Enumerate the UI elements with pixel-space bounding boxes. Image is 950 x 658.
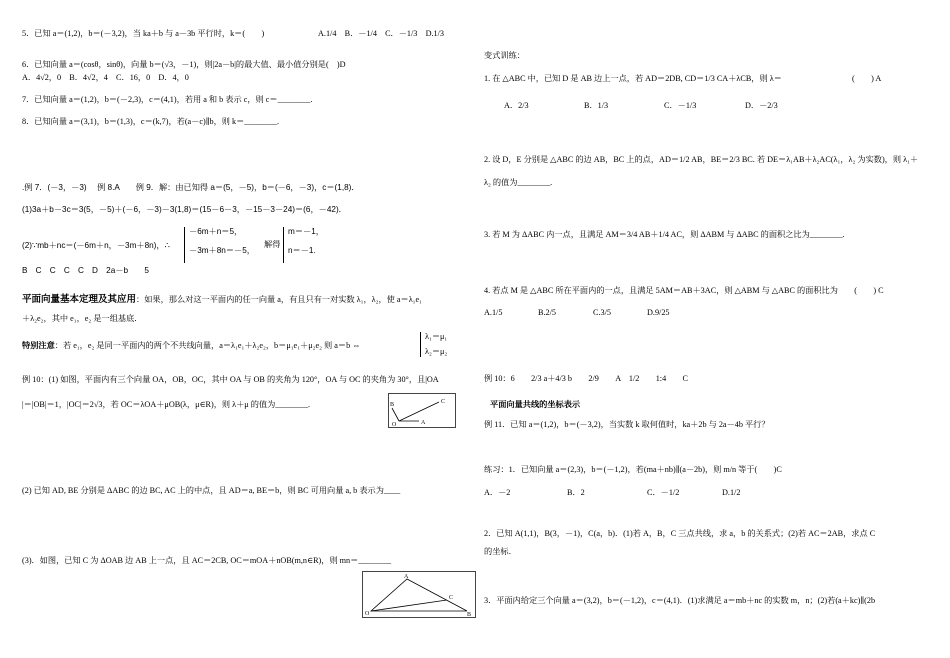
example10-part3: (3)．如图，已知 C 为 ΔOAB 边 AB 上一点，且 AC＝2CB, OC＝mOA＋nOB(m,n∈R)，则 mn＝________	[22, 556, 392, 565]
coord-section-title: 平面向量共线的坐标表示	[490, 400, 581, 409]
vector-ob	[392, 408, 399, 421]
label-b: B	[467, 612, 472, 617]
solution-n: n＝－1.	[288, 245, 316, 255]
variant-q1: 1. 在 △ABC 中，已知 D 是 AB 边上一点，若 AD＝2DB, CD＝1/3 CA＋λCB，则 λ＝	[484, 74, 782, 83]
note-system-1: λ₁＝μ₁	[425, 332, 448, 341]
q6-text: 6．已知向量 a＝(cosθ，sinθ)，向量 b＝(√3，－1)，则|2a－b|的最大值、最小值分别是( )D	[22, 60, 346, 69]
variant-q4-option-d: D.9/25	[647, 308, 670, 317]
figure-triangle-oab	[362, 571, 476, 618]
label-o: O	[365, 611, 370, 617]
solve-label: 解得	[264, 240, 281, 249]
variant-q2-line-2: λ₂ 的值为________.	[484, 178, 553, 187]
variant-title: 变式训练：	[484, 51, 525, 60]
variant-q1-option-a: A．2/3	[504, 101, 529, 110]
triangle-diagram	[363, 572, 475, 617]
variant-q4-option-c: C.3/5	[593, 308, 611, 317]
variant-q4-option-b: B.2/5	[538, 308, 556, 317]
theorem-title: 平面向量基本定理及其应用	[22, 294, 137, 305]
figure-vectors-oabc	[388, 393, 456, 428]
note-body: ：若 e₁，e₂ 是同一平面内的两个不共线向量，a＝λ₁e₁＋λ₂e₂，b＝μ₁e₁＋μ₂e₂ 则 a＝b ⇔	[54, 341, 361, 350]
label-o: O	[392, 422, 397, 427]
answer-line-2: (1)3a＋b－3c＝3(5，－5)＋(－6，－3)－3(1,8)＝(15－6－3，－15－3－24)＝(6，－42)．	[22, 205, 347, 214]
practice-q1-option-a: A．－2	[484, 488, 511, 497]
theorem-line-2: ＋λ₂e₂，其中 e₁，e₂ 是一组基底．	[22, 314, 143, 323]
answer-line-4: B C C C C D 2a－b 5	[22, 266, 149, 275]
q5-text: 5．已知 a＝(1,2)，b＝(－3,2)，当 ka＋b 与 a－3b 平行时，k＝( )	[22, 29, 265, 38]
q6-options: A．4√2，0 B．4√2，4 C．16，0 D．4，0	[22, 73, 189, 82]
example10-line-1: 例 10：(1) 如图，平面内有三个向量 OA，OB，OC，其中 OA 与 OB 的夹角为 120°，OA 与 OC 的夹角为 30°，且|OA	[22, 375, 439, 384]
practice-q3: 3．平面内给定三个向量 a＝(3,2)，b＝(－1,2)，c＝(4,1)．(1)求满足 a＝mb＋nc 的实数 m，n；(2)若(a＋kc)∥(2b	[484, 596, 876, 605]
label-c: C	[449, 595, 454, 601]
practice-q2-line-2: 的坐标．	[484, 547, 517, 556]
variant-q1-option-b: B．1/3	[584, 101, 609, 110]
example10-line-2: |＝|OB|＝1，|OC|＝2√3，若 OC＝λOA＋μOB(λ，μ∈R)，则 λ＋μ 的值为________.	[22, 400, 311, 409]
q7-text: 7．已知向量 a＝(1,2)，b＝(－2,3)，c＝(4,1)，若用 a 和 b 表示 c，则 c＝________.	[22, 95, 313, 104]
variant-q1-option-d: D．－2/3	[745, 101, 778, 110]
label-b: B	[390, 402, 395, 408]
vector-oc	[399, 402, 439, 421]
note-system	[420, 332, 447, 357]
theorem-line-1	[22, 294, 422, 306]
solution-system	[283, 227, 324, 263]
solution-m: m＝－1，	[288, 227, 324, 236]
note-system-2: λ₂＝μ₂	[425, 346, 448, 356]
example11: 例 11．已知 a＝(1,2)，b＝(－3,2)，当实数 k 取何值时，ka＋2b 与 2a－4b 平行？	[484, 420, 770, 429]
system-eq-1: －6m＋n＝5，	[189, 227, 243, 236]
practice-q1-option-d: D.1/2	[722, 488, 741, 497]
variant-q3: 3. 若 M 为 ΔABC 内一点，且满足 AM＝3/4 AB＋1/4 AC，则 ΔABM 与 ΔABC 的面积之比为________.	[484, 230, 845, 239]
vector-diagram	[389, 394, 455, 427]
segment-oc	[371, 600, 447, 611]
practice-q2-line-1: 2．已知 A(1,1)，B(3，－1)，C(a，b)．(1)若 A，B，C 三点共线，求 a，b 的关系式；(2)若 AC＝2AB，求点 C	[484, 529, 876, 538]
answer-line-1: .例 7．(－3，－3) 例 8.A 例 9．解：由已知得 a＝(5，－5)，b＝(－6，－3)，c＝(1,8)．	[22, 183, 360, 192]
example10-part2: (2) 已知 AD, BE 分别是 ΔABC 的边 BC, AC 上的中点，且 AD＝a, BE＝b，则 BC 可用向量 a, b 表示为____	[22, 486, 401, 495]
variant-q1-option-c: C．－1/3	[664, 101, 697, 110]
variant-q1-answer: ( ) A	[852, 74, 882, 83]
q5-options: A.1/4 B．－1/4 C．－1/3 D.1/3	[318, 29, 445, 38]
variant-answers: 例 10：6 2/3 a＋4/3 b 2/9 A 1/2 1:4 C	[484, 374, 689, 383]
practice-q1-option-b: B．2	[567, 488, 585, 497]
practice-q1-option-c: C．－1/2	[647, 488, 680, 497]
label-c: C	[441, 399, 446, 405]
label-a: A	[404, 574, 409, 580]
system-eq-2: －3m＋8n＝－5，	[189, 245, 255, 255]
note-title: 特别注意	[22, 341, 55, 350]
variant-q4-option-a: A.1/5	[484, 308, 503, 317]
q8-text: 8．已知向量 a＝(3,1)，b＝(1,3)，c＝(k,7)，若(a－c)∥b，则 k＝________.	[22, 117, 280, 126]
equation-system	[184, 227, 255, 263]
variant-q2-line-1: 2. 设 D，E 分别是 △ABC 的边 AB，BC 上的点，AD＝1/2 AB，BE＝2/3 BC. 若 DE＝λ₁AB＋λ₂AC(λ₁，λ₂ 为实数)，则 λ₁＋	[484, 155, 919, 164]
theorem-body: ：如果，那么对这一平面内的任一向量 a，有且只有一对实数 λ₁，λ₂，使 a＝λ₁e₁	[136, 295, 423, 304]
answer-line-3: (2)∵mb＋nc＝(－6m＋n，－3m＋8n)，∴	[22, 241, 170, 250]
variant-q4: 4. 若点 M 是 △ABC 所在平面内的一点，且满足 5AM＝AB＋3AC，则 △ABM 与 △ABC 的面积比为 ( ) C	[484, 286, 884, 295]
practice-q1: 练习：1．已知向量 a＝(2,3)，b＝(－1,2)，若(ma＋nb)∥(a－2b)，则 m/n 等于( )C	[484, 465, 782, 474]
note-line	[22, 341, 360, 352]
label-a: A	[421, 420, 426, 426]
